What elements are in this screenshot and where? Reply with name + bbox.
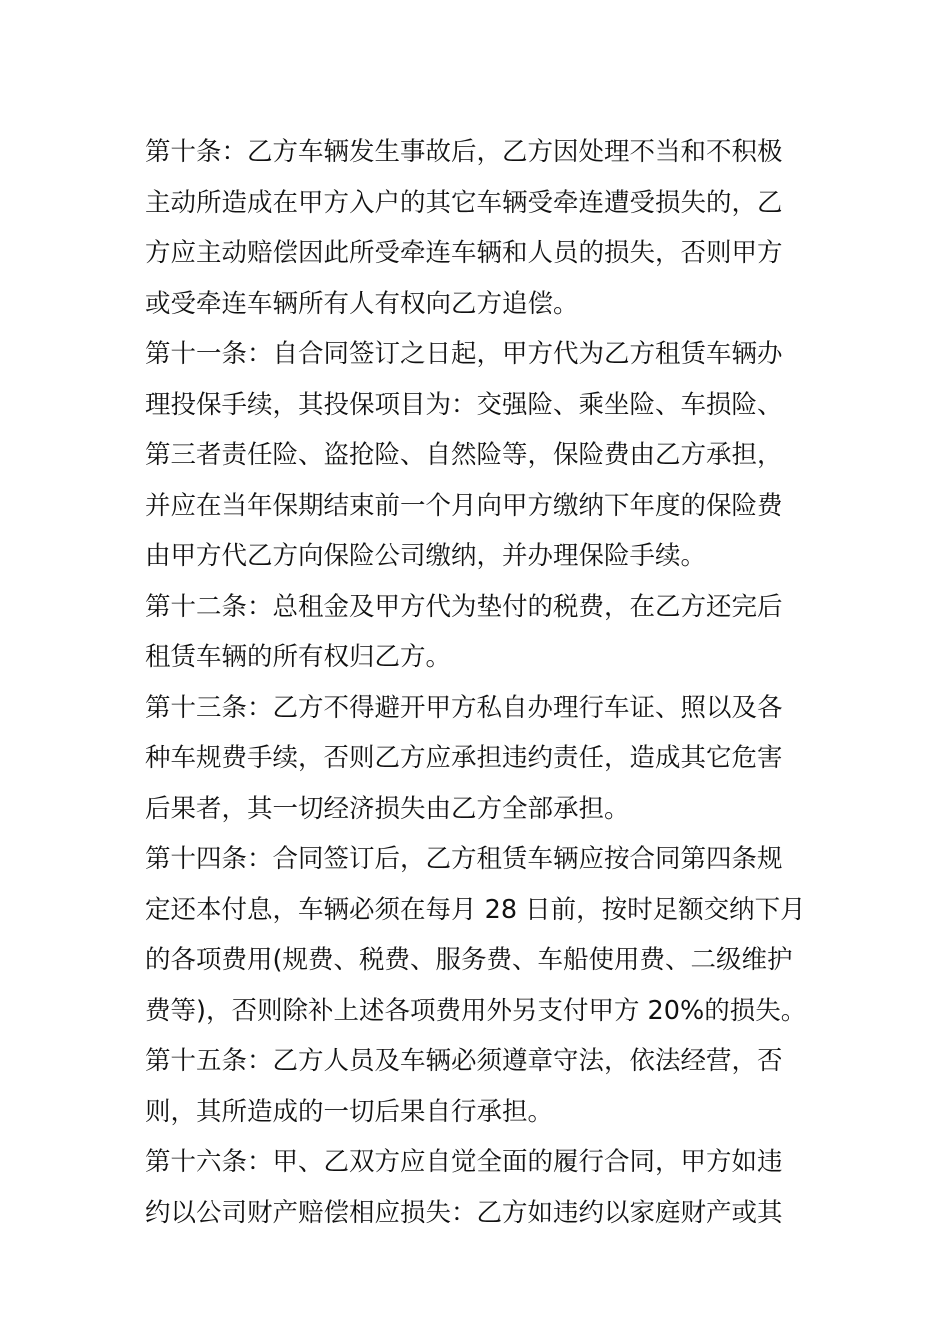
text-line: 第十六条：甲、乙双方应自觉全面的履行合同，甲方如违 xyxy=(145,1147,783,1177)
text-line: 种车规费手续，否则乙方应承担违约责任，造成其它危害 xyxy=(145,743,783,773)
clause-10 xyxy=(145,127,807,329)
text-line: 第十二条：总租金及甲方代为垫付的税费，在乙方还完后 xyxy=(145,591,783,622)
clause-16 xyxy=(145,1137,807,1238)
text-line: 第十四条：合同签订后，乙方租赁车辆应按合同第四条规 xyxy=(145,844,783,874)
text-line: 第三者责任险、盗抢险、自然险等，保险费由乙方承担， xyxy=(145,440,783,470)
text-line: 租赁车辆的所有权归乙方。 xyxy=(145,642,452,672)
text-line: 的各项费用(规费、税费、服务费、车船使用费、二级维护 xyxy=(145,945,793,975)
text-line: 由甲方代乙方向保险公司缴纳，并办理保险手续。 xyxy=(145,541,707,571)
text-line: 或受牵连车辆所有人有权向乙方追偿。 xyxy=(145,288,579,319)
clause-15 xyxy=(145,1036,807,1137)
text-line: 费等)，否则除补上述各项费用外另支付甲方 20%的损失。 xyxy=(145,995,807,1026)
clause-11 xyxy=(145,329,807,582)
text-line: 第十一条：自合同签订之日起，甲方代为乙方租赁车辆办 xyxy=(145,339,783,369)
text-line: 方应主动赔偿因此所受牵连车辆和人员的损失，否则甲方 xyxy=(145,238,783,268)
text-line: 理投保手续，其投保项目为：交强险、乘坐险、车损险、 xyxy=(145,389,783,420)
text-line: 后果者，其一切经济损失由乙方全部承担。 xyxy=(145,793,630,824)
text-line: 定还本付息，车辆必须在每月 28 日前，按时足额交纳下月 xyxy=(145,894,806,925)
text-line: 约以公司财产赔偿相应损失：乙方如违约以家庭财产或其 xyxy=(145,1197,783,1228)
clause-14 xyxy=(145,834,807,1036)
text-line: 并应在当年保期结束前一个月向甲方缴纳下年度的保险费 xyxy=(145,490,783,521)
text-line: 则，其所造成的一切后果自行承担。 xyxy=(145,1096,554,1127)
clause-13 xyxy=(145,683,807,835)
text-line: 第十五条：乙方人员及车辆必须遵章守法，依法经营，否 xyxy=(145,1046,783,1076)
text-line: 第十条：乙方车辆发生事故后，乙方因处理不当和不积极 xyxy=(145,137,783,167)
text-line: 主动所造成在甲方入户的其它车辆受牵连遭受损失的，乙 xyxy=(145,187,783,218)
text-line: 第十三条：乙方不得避开甲方私自办理行车证、照以及各 xyxy=(145,692,783,723)
document-body xyxy=(145,127,807,1238)
clause-12 xyxy=(145,582,807,683)
